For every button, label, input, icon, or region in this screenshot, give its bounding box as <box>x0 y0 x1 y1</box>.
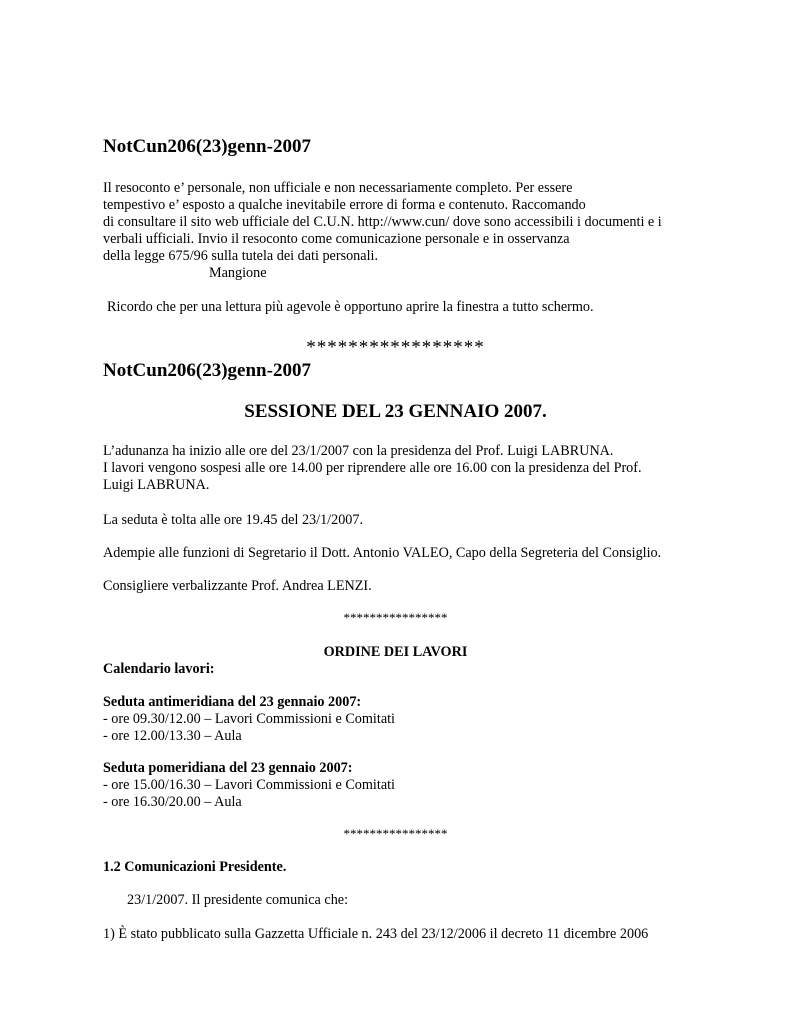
closing-time: La seduta è tolta alle ore 19.45 del 23/1/2007. <box>103 512 364 528</box>
disclaimer-line: della legge 675/96 sulla tutela dei dati personali. <box>103 248 379 264</box>
disclaimer-line: verbali ufficiali. Invio il resoconto come comunicazione personale e in osservanza <box>103 231 570 247</box>
session-heading: SESSIONE DEL 23 GENNAIO 2007. <box>244 401 547 422</box>
schedule-item: - ore 16.30/20.00 – Aula <box>103 794 242 810</box>
doc-title: NotCun206(23)genn-2007 <box>103 136 311 157</box>
separator-small: **************** <box>343 826 448 841</box>
morning-heading: Seduta antimeridiana del 23 gennaio 2007: <box>103 694 362 710</box>
president-intro: 23/1/2007. Il presidente comunica che: <box>127 892 349 908</box>
afternoon-heading: Seduta pomeridiana del 23 gennaio 2007: <box>103 760 353 776</box>
screen-note: Ricordo che per una lettura più agevole è opportuno aprire la finestra a tutto schermo. <box>107 299 594 315</box>
signature: Mangione <box>209 265 267 281</box>
schedule-item: - ore 09.30/12.00 – Lavori Commissioni e Comitati <box>103 711 396 727</box>
session-info-line: Luigi LABRUNA. <box>103 477 210 493</box>
disclaimer-line: di consultare il sito web ufficiale del C.U.N. http://www.cun/ dove sono accessibili i documenti e i <box>103 214 662 230</box>
communication-item: 1) È stato pubblicato sulla Gazzetta Ufficiale n. 243 del 23/12/2006 il decreto 11 dicembre 2006 <box>103 926 649 942</box>
separator-large: ***************** <box>306 337 485 358</box>
disclaimer-line: tempestivo e’ esposto a qualche inevitabile errore di forma e contenuto. Raccomando <box>103 197 586 213</box>
recorder-line: Consigliere verbalizzante Prof. Andrea LENZI. <box>103 578 372 594</box>
calendar-label: Calendario lavori: <box>103 661 215 677</box>
disclaimer-line: Il resoconto e’ personale, non ufficiale e non necessariamente completo. Per essere <box>103 180 573 196</box>
order-heading: ORDINE DEI LAVORI <box>323 644 468 660</box>
session-info-line: L’adunanza ha inizio alle ore del 23/1/2007 con la presidenza del Prof. Luigi LABRUNA. <box>103 443 614 459</box>
secretary-line: Adempie alle funzioni di Segretario il Dott. Antonio VALEO, Capo della Segreteria del Consiglio. <box>103 545 662 561</box>
schedule-item: - ore 15.00/16.30 – Lavori Commissioni e Comitati <box>103 777 396 793</box>
session-info-line: I lavori vengono sospesi alle ore 14.00 per riprendere alle ore 16.00 con la presidenza del Prof. <box>103 460 642 476</box>
section-heading: 1.2 Comunicazioni Presidente. <box>103 859 287 875</box>
separator-small: **************** <box>343 610 448 625</box>
schedule-item: - ore 12.00/13.30 – Aula <box>103 728 242 744</box>
doc-title-repeat: NotCun206(23)genn-2007 <box>103 360 311 381</box>
